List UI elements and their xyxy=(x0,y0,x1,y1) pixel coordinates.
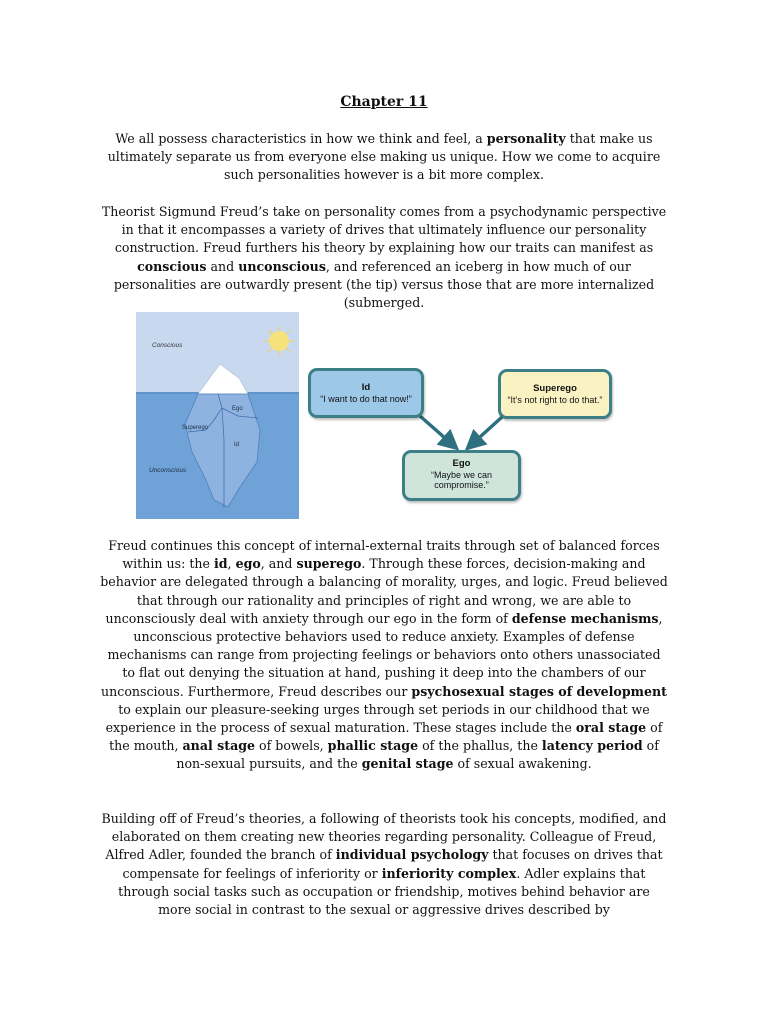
ego-label: Ego xyxy=(232,406,243,412)
ego-box xyxy=(402,450,521,501)
ego-box-quote-line1: “Maybe we can xyxy=(430,470,493,480)
bold-term: inferiority complex xyxy=(381,865,517,881)
bold-term: phallic stage xyxy=(327,738,419,754)
text-run: , xyxy=(227,556,236,572)
chapter-title: Chapter 11 xyxy=(340,94,428,110)
paragraph-personality-intro xyxy=(100,130,668,185)
text-run: of non-sexual pursuits, and the xyxy=(176,738,659,772)
superego-box-quote: “It’s not right to do that.” xyxy=(507,395,603,405)
bold-term: defense mechanisms xyxy=(511,610,659,626)
bold-term: genital stage xyxy=(361,756,454,772)
paragraph-freud-iceberg xyxy=(100,203,668,312)
bold-term: conscious xyxy=(137,258,207,274)
text-run: that make us ultimately separate us from everyone else making us unique. How we come to acquire such personalities however is a bit more complex. xyxy=(107,131,661,183)
bold-term: personality xyxy=(486,131,566,146)
text-run: Freud continues this concept of internal-external traits through set of balanced forces within us: the xyxy=(108,538,660,572)
superego-label: Superego xyxy=(182,425,209,431)
text-run: Theorist Sigmund Freud’s take on personality comes from a psychodynamic perspective in that it encompasses a variety of drives that ultimately influence our personality construction. Freud furthers his theory by explaining how our traits can manifest as xyxy=(101,204,667,256)
id-ego-superego-diagram xyxy=(300,360,620,510)
text-run: We all possess characteristics in how we think and feel, a xyxy=(115,131,487,146)
text-run: of the phallus, the xyxy=(418,738,542,754)
paragraph-adler xyxy=(100,810,668,919)
text-run: and xyxy=(206,258,239,274)
ego-box-title: Ego xyxy=(452,458,471,469)
superego-box xyxy=(498,369,612,419)
id-box xyxy=(308,368,424,418)
bold-term: psychosexual stages of development xyxy=(411,683,667,699)
bold-term: anal stage xyxy=(182,738,256,754)
conscious-label: Conscious xyxy=(152,342,183,349)
id-label: Id xyxy=(234,442,240,448)
bold-term: latency period xyxy=(541,738,643,754)
text-run: of bowels, xyxy=(255,738,328,754)
text-run: , and xyxy=(260,556,297,572)
text-run: , unconscious protective behaviors used to reduce anxiety. Examples of defense mechanisms can range from projecting feelings or behaviors onto others unassociated to flat out denying the situation at hand, pushing it deep into the chambers of our unconscious. Furthermore, Freud describes our xyxy=(101,610,663,699)
unconscious-label: Unconscious xyxy=(149,467,187,474)
bold-term: individual psychology xyxy=(335,847,489,863)
id-to-ego-arrow xyxy=(420,416,454,446)
iceberg-figure xyxy=(136,312,299,519)
bold-term: ego xyxy=(235,556,261,572)
text-run: Building off of Freud’s theories, a following of theorists took his concepts, modified, and elaborated on them creating new theories regarding personality. Colleague of Freud, Alfred Adler, founded the branch of xyxy=(101,811,667,863)
paragraph-id-ego-superego xyxy=(100,537,668,774)
text-run: . Through these forces, decision-making and behavior are delegated through a balancing of morality, urges, and logic. Freud believed that through our rationality and principles of right and wrong, we are able to unconsciously deal with anxiety through our ego in the form of xyxy=(100,556,668,626)
text-run: , and referenced an iceberg in how much of our personalities are outwardly present (the tip) versus those that are more internalized (submerged. xyxy=(113,258,655,311)
text-run: . Adler explains that through social tasks such as occupation or friendship, motives behind behavior are more social in contrast to the sexual or aggressive drives described by xyxy=(118,865,650,918)
superego-to-ego-arrow xyxy=(470,417,502,446)
text-run: of sexual awakening. xyxy=(453,756,592,772)
sun-icon xyxy=(264,326,294,356)
text-run: to explain our pleasure-seeking urges through set periods in our childhood that we experience in the process of sexual maturation. These stages include the xyxy=(105,701,650,736)
id-box-title: Id xyxy=(361,382,371,393)
text-run: that focuses on drives that compensate for feelings of inferiority or xyxy=(122,847,663,881)
bold-term: oral stage xyxy=(575,720,647,736)
bold-term: superego xyxy=(296,556,362,572)
ego-box-quote-line2: compromise.” xyxy=(434,480,489,490)
bold-term: unconscious xyxy=(238,258,326,274)
superego-box-title: Superego xyxy=(533,383,577,394)
id-box-quote: “I want to do that now!” xyxy=(320,394,412,404)
bold-term: id xyxy=(213,556,228,572)
text-run: of the mouth, xyxy=(109,720,663,754)
